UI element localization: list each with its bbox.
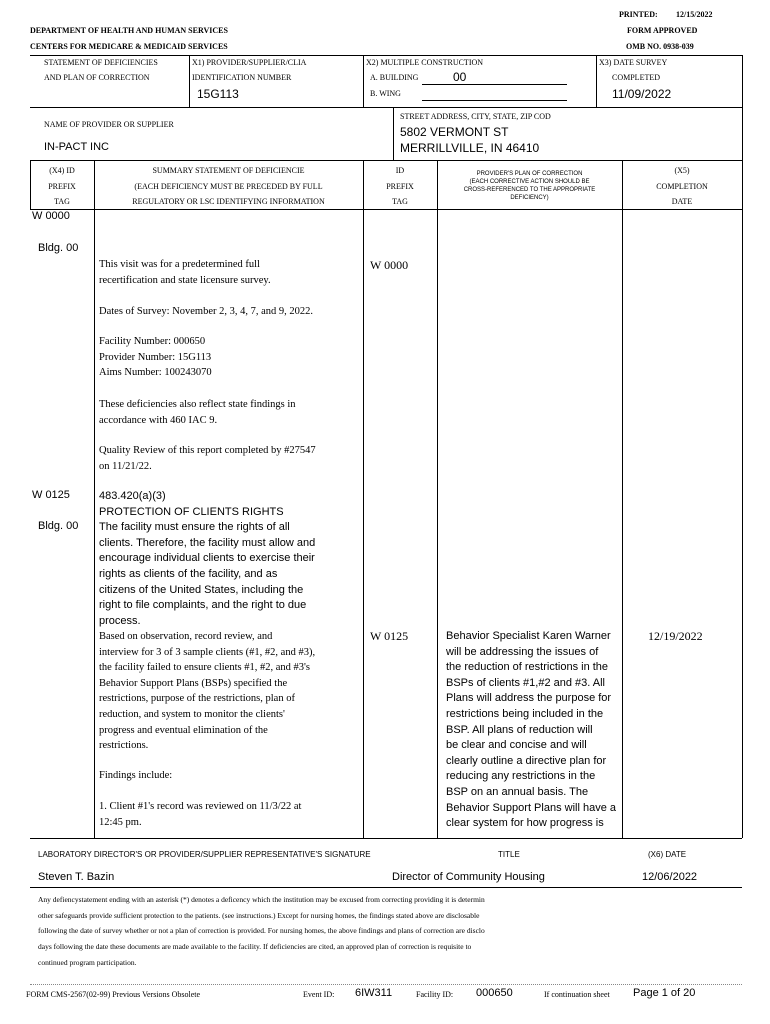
- provider-id-label-2: IDENTIFICATION NUMBER: [192, 73, 292, 82]
- id-header-3: TAG: [392, 197, 408, 206]
- provider-name-label: NAME OF PROVIDER OR SUPPLIER: [44, 120, 174, 129]
- date-survey-value: 11/09/2022: [612, 87, 672, 101]
- omb-number: OMB NO. 0938-039: [626, 42, 694, 51]
- summary-header-2: (EACH DEFICIENCY MUST BE PRECEDED BY FULL: [134, 182, 323, 191]
- printed-label: PRINTED:: [619, 10, 658, 19]
- x6-date-label: (X6) DATE: [648, 850, 687, 859]
- building-label: A. BUILDING: [370, 73, 419, 82]
- summary1-paragraph-4: These deficiencies also reflect state findings in accordance with 460 IAC 9.: [99, 399, 296, 426]
- summary1-paragraph-2: Dates of Survey: November 2, 3, 4, 7, and 9, 2022.: [99, 306, 314, 317]
- provider-id-label-1: X1) PROVIDER/SUPPLIER/CLIA: [192, 58, 307, 67]
- plan-of-correction-text: Behavior Specialist Karen Warner will be addressing the issues of the reduction of restrictions in the BSPs of clients #1,#2 and #3. All Plans will address the purpose for restrictions being included in the BSP. All plans of reduction will be clear and concise and will clearly outline a directive plan for reducing any restrictions in the BSP on an annual basis. The Behavior Support Plans will have a clear system for how progress is: [446, 630, 616, 830]
- summary1-paragraph-5: Quality Review of this report completed by #27547 on 11/21/22.: [99, 445, 316, 472]
- completion-date: 12/19/2022: [648, 629, 703, 643]
- continuation-label: If continuation sheet: [544, 990, 610, 999]
- summary-header-3: REGULATORY OR LSC IDENTIFYING INFORMATION: [132, 197, 325, 206]
- plan-header-3: CROSS-REFERENCED TO THE APPROPRIATE: [463, 187, 596, 193]
- id-tag-w0125: W 0125: [370, 629, 409, 643]
- signature-label: LABORATORY DIRECTOR'S OR PROVIDER/SUPPLIER REPRESENTATIVE'S SIGNATURE: [38, 850, 371, 859]
- date-survey-label-2: COMPLETED: [612, 73, 660, 82]
- address-line-1: 5802 VERMONT ST: [400, 125, 509, 139]
- id-header-1: ID: [395, 166, 405, 175]
- summary1-paragraph-3: Facility Number: 000650 Provider Number: 15G113 Aims Number: 100243070: [99, 336, 212, 379]
- x4-header-3: TAG: [54, 197, 70, 206]
- disclaimer-line-4: days following the date these documents are made available to the facility. If deficiencies are cited, an approved plan of correction is requisite to: [38, 942, 472, 951]
- plan-header-2: (EACH CORRECTIVE ACTION SHOULD BE: [469, 179, 590, 185]
- disclaimer-line-2: other safeguards provide sufficient protection to the patients. (see instructions.) Except for nursing homes, the findings stated above are disclosable: [38, 911, 480, 920]
- x4-header-2: PREFIX: [48, 182, 76, 191]
- x5-header-3: DATE: [671, 197, 693, 206]
- tag-w0000: W 0000: [32, 210, 70, 222]
- facility-id: 000650: [476, 987, 513, 999]
- address-label: STREET ADDRESS, CITY, STATE, ZIP COD: [400, 112, 551, 121]
- event-id: 6IW311: [355, 987, 393, 999]
- signer-title: Director of Community Housing: [392, 871, 545, 883]
- summary2-regulation: 483.420(a)(3) PROTECTION OF CLIENTS RIGHTS The facility must ensure the rights of all clients. Therefore, the facility must allow and encourage individual clients to exercise their rights as clients of the facility, and as citizens of the United States, including the right to file complaints, and the right to due process.: [99, 490, 316, 627]
- summary1-paragraph-1: This visit was for a predetermined full recertification and state licensure survey.: [99, 259, 271, 286]
- x4-header-1: (X4) ID: [49, 166, 75, 175]
- summary-header-1: SUMMARY STATEMENT OF DEFICIENCIE: [152, 166, 305, 175]
- event-id-label: Event ID:: [303, 990, 335, 999]
- bldg-label-2: Bldg. 00: [38, 520, 79, 532]
- x5-header-1: (X5): [674, 166, 690, 175]
- centers-title: CENTERS FOR MEDICARE & MEDICAID SERVICES: [30, 42, 228, 51]
- facility-id-label: Facility ID:: [416, 990, 454, 999]
- disclaimer-line-5: continued program participation.: [38, 958, 137, 967]
- building-value: 00: [453, 70, 467, 84]
- multiple-construction-label: X2) MULTIPLE CONSTRUCTION: [366, 58, 484, 67]
- department-title: DEPARTMENT OF HEALTH AND HUMAN SERVICES: [30, 26, 228, 35]
- summary2-finding: Based on observation, record review, and interview for 3 of 3 sample clients (#1, #2, and #3), the facility failed to ensure clients #1, #2, and #3's Behavior Support Plans (BSPs) specified the restrictions, purpose of the restrictions, plan of reduction, and system to monitor the clients' progress and eventual elimination of the restrictions.: [99, 631, 316, 752]
- provider-id-value: 15G113: [197, 87, 239, 101]
- plan-header-4: DEFICIENCY): [510, 195, 549, 201]
- statement-label-1: STATEMENT OF DEFICIENCIES: [44, 58, 158, 67]
- address-line-2: MERRILLVILLE, IN 46410: [400, 141, 540, 155]
- disclaimer-line-1: Any defiencystatement ending with an asterisk (*) denotes a deficency which the institution may be excused from correcting providing it is determin: [38, 895, 485, 904]
- summary2-client-record: 1. Client #1's record was reviewed on 11/3/22 at 12:45 pm.: [99, 801, 302, 828]
- bldg-label-1: Bldg. 00: [38, 242, 79, 254]
- plan-header-1: PROVIDER'S PLAN OF CORRECTION: [476, 171, 583, 177]
- id-tag-w0000: W 0000: [370, 258, 409, 272]
- provider-name: IN-PACT INC: [44, 141, 109, 153]
- printed-date: 12/15/2022: [676, 10, 713, 19]
- title-label: TITLE: [498, 850, 520, 859]
- id-header-2: PREFIX: [386, 182, 414, 191]
- disclaimer-line-3: following the date of survey whether or not a plan of correction is provided. For nursing homes, the above findings and plans of correction are disclo: [38, 926, 485, 935]
- form-id: FORM CMS-2567(02-99) Previous Versions Obsolete: [26, 990, 201, 999]
- form-approved: FORM APPROVED: [627, 26, 698, 35]
- page-number: Page 1 of 20: [633, 987, 696, 999]
- summary2-findings-include: Findings include:: [99, 770, 173, 781]
- signer-name: Steven T. Bazin: [38, 871, 115, 883]
- signature-date: 12/06/2022: [642, 871, 698, 883]
- date-survey-label-1: X3) DATE SURVEY: [599, 58, 668, 67]
- tag-w0125: W 0125: [32, 489, 70, 501]
- statement-label-2: AND PLAN OF CORRECTION: [44, 73, 150, 82]
- x5-header-2: COMPLETION: [656, 182, 708, 191]
- wing-label: B. WING: [370, 89, 401, 98]
